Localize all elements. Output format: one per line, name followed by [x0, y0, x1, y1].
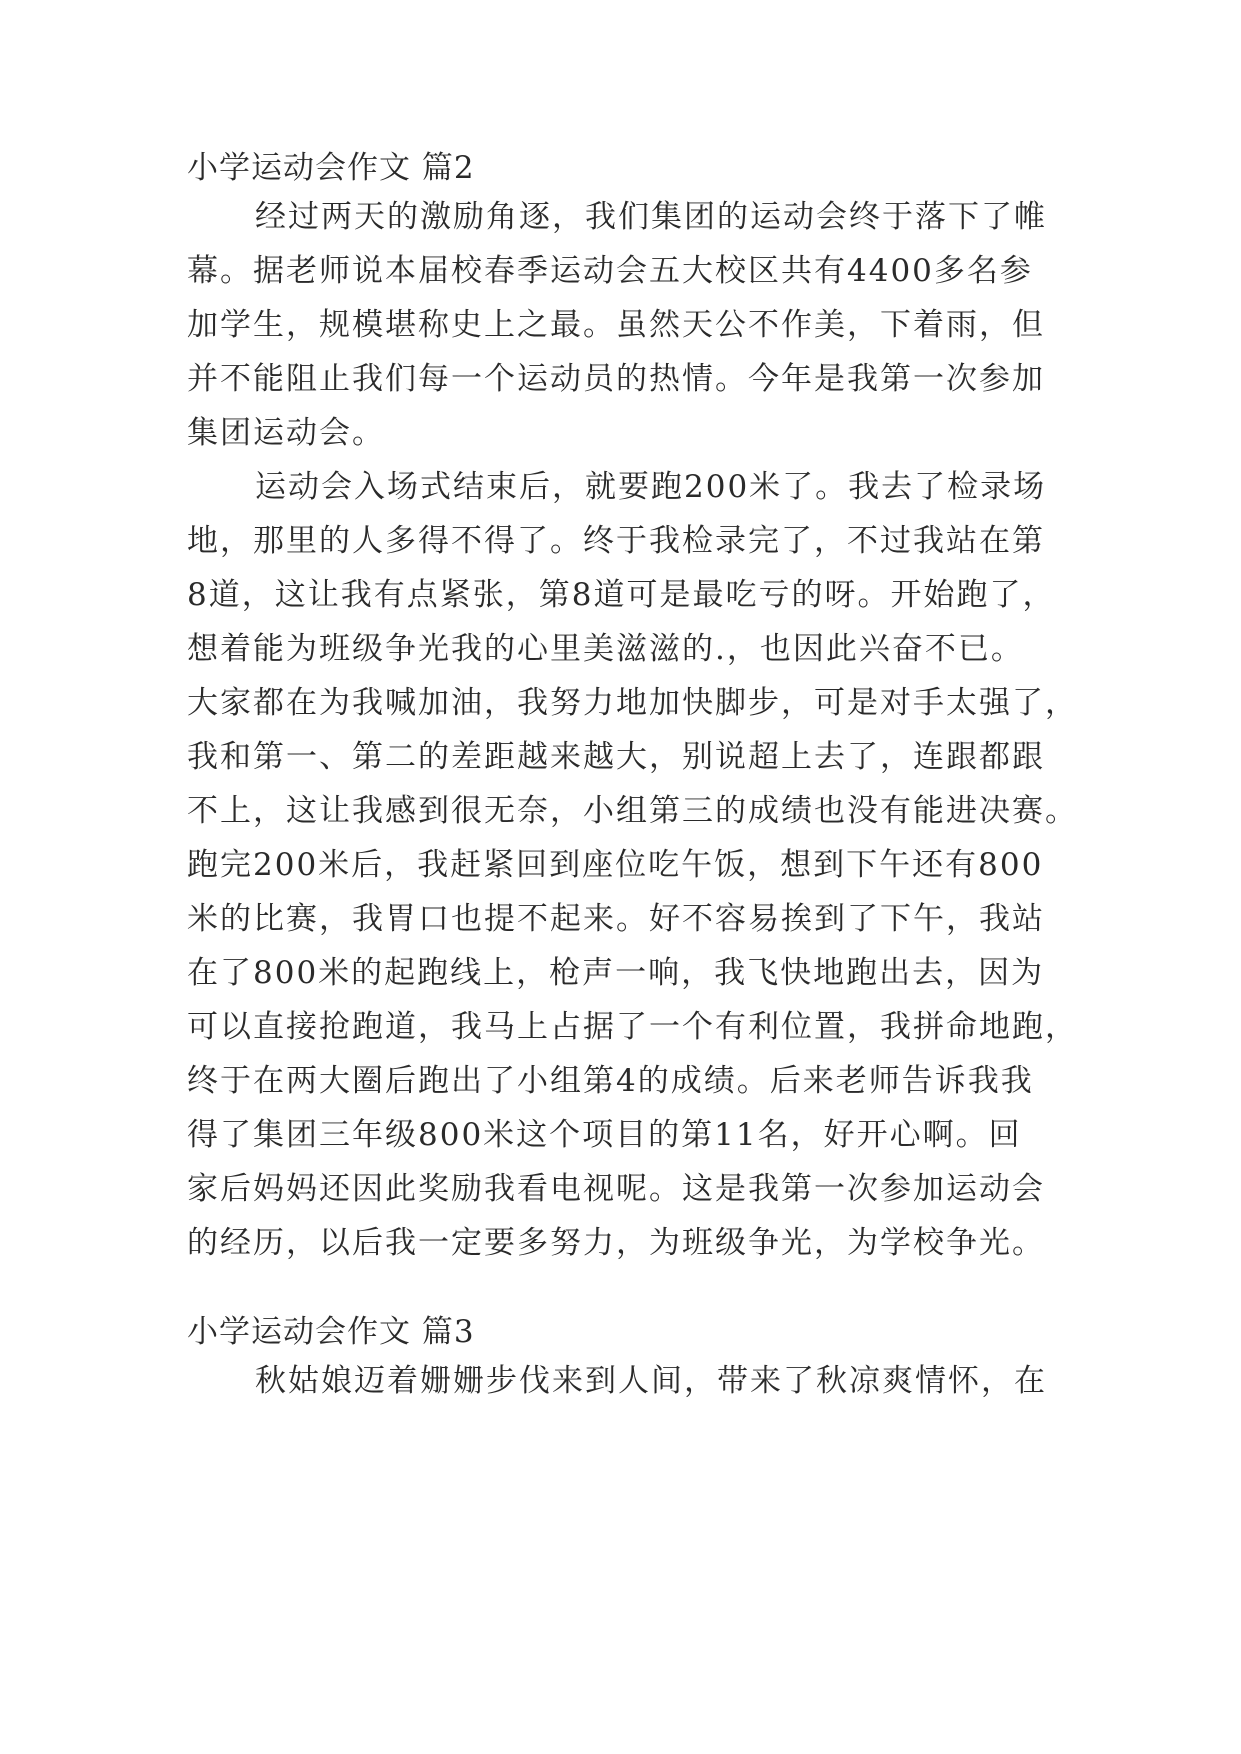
text-line: 秋姑娘迈着姗姗步伐来到人间，带来了秋凉爽情怀，在: [255, 1363, 1047, 1399]
text-line: 地，那里的人多得不得了。终于我检录完了，不过我站在第: [187, 523, 1045, 559]
text-line: 集团运动会。: [187, 415, 385, 451]
text-line: 并不能阻止我们每一个运动员的热情。今年是我第一次参加: [187, 361, 1045, 397]
text-line: 幕。据老师说本届校春季运动会五大校区共有4400多名参: [187, 253, 1033, 289]
text-line: 得了集团三年级800米这个项目的第11名，好开心啊。回: [187, 1117, 1022, 1153]
text-line: 不上，这让我感到很无奈，小组第三的成绩也没有能进决赛。: [187, 793, 1078, 829]
text-line: 大家都在为我喊加油，我努力地加快脚步，可是对手太强了，: [187, 685, 1078, 721]
text-line: 经过两天的激励角逐，我们集团的运动会终于落下了帷: [255, 199, 1047, 235]
text-line: 米的比赛，我胃口也提不起来。好不容易挨到了下午，我站: [187, 901, 1045, 937]
text-line: 家后妈妈还因此奖励我看电视呢。这是我第一次参加运动会: [187, 1171, 1045, 1207]
text-line: 8道，这让我有点紧张，第8道可是最吃亏的呀。开始跑了，: [187, 577, 1056, 613]
text-line: 运动会入场式结束后，就要跑200米了。我去了检录场: [255, 469, 1047, 505]
text-line: 加学生，规模堪称史上之最。虽然天公不作美，下着雨，但: [187, 307, 1045, 343]
text-line: 可以直接抢跑道，我马上占据了一个有利位置，我拼命地跑，: [187, 1009, 1078, 1045]
section-heading: 小学运动会作文 篇3: [187, 1314, 475, 1350]
text-line: 的经历，以后我一定要多努力，为班级争光，为学校争光。: [187, 1225, 1045, 1261]
text-line: 想着能为班级争光我的心里美滋滋的.，也因此兴奋不已。: [187, 631, 1024, 667]
text-line: 在了800米的起跑线上，枪声一响，我飞快地跑出去，因为: [187, 955, 1045, 991]
text-line: 终于在两大圈后跑出了小组第4的成绩。后来老师告诉我我: [187, 1063, 1034, 1099]
text-line: 跑完200米后，我赶紧回到座位吃午饭，想到下午还有800: [187, 847, 1044, 883]
section-heading: 小学运动会作文 篇2: [187, 150, 475, 186]
text-line: 我和第一、第二的差距越来越大，别说超上去了，连跟都跟: [187, 739, 1045, 775]
